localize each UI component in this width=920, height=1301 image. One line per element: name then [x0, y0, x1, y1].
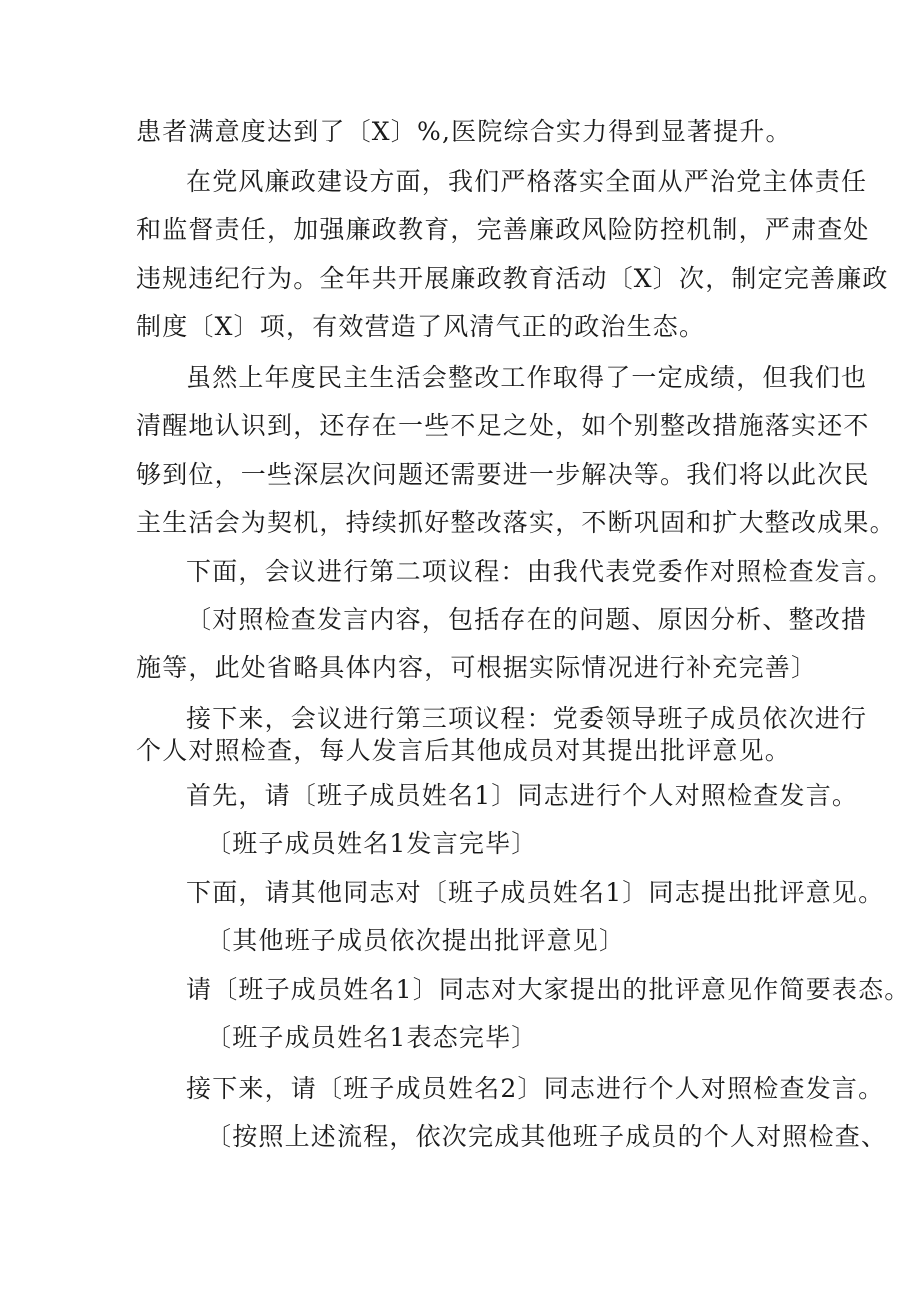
text-line: 清醒地认识到，还存在一些不足之处，如个别整改措施落实还不 [136, 411, 870, 440]
text-line: 虽然上年度民主生活会整改工作取得了一定成绩，但我们也 [186, 363, 868, 392]
text-line: 在党风廉政建设方面，我们严格落实全面从严治党主体责任 [186, 167, 868, 196]
text-line: 个人对照检查，每人发言后其他成员对其提出批评意见。 [136, 736, 792, 765]
text-line: 制度〔X〕项，有效营造了风清气正的政治生态。 [136, 312, 706, 341]
text-line: 〔班子成员姓名1表态完毕〕 [206, 1023, 538, 1052]
text-line: 〔班子成员姓名1发言完毕〕 [206, 829, 538, 858]
text-line: 主生活会为契机，持续抓好整改落实，不断巩固和扩大整改成果。 [136, 508, 896, 537]
text-line: 违规违纪行为。全年共开展廉政教育活动〔X〕次，制定完善廉政 [136, 264, 889, 293]
text-line: 接下来，会议进行第三项议程：党委领导班子成员依次进行 [186, 704, 868, 733]
text-line: 够到位，一些深层次问题还需要进一步解决等。我们将以此次民 [136, 460, 870, 489]
text-line: 下面，会议进行第二项议程：由我代表党委作对照检查发言。 [186, 557, 894, 586]
text-line: 患者满意度达到了〔X〕%,医院综合实力得到显著提升。 [136, 117, 792, 146]
text-line: 〔其他班子成员依次提出批评意见〕 [206, 926, 626, 955]
text-line: 〔按照上述流程，依次完成其他班子成员的个人对照检查、 [206, 1122, 888, 1151]
text-line: 接下来，请〔班子成员姓名2〕同志进行个人对照检查发言。 [186, 1074, 885, 1103]
text-line: 和监督责任，加强廉政教育，完善廉政风险防控机制，严肃查处 [136, 215, 870, 244]
text-line: 〔对照检查发言内容，包括存在的问题、原因分析、整改措 [186, 605, 868, 634]
text-line: 施等，此处省略具体内容，可根据实际情况进行补充完善〕 [136, 653, 818, 682]
text-line: 请〔班子成员姓名1〕同志对大家提出的批评意见作简要表态。 [186, 975, 911, 1004]
text-line: 首先，请〔班子成员姓名1〕同志进行个人对照检查发言。 [186, 781, 859, 810]
text-line: 下面，请其他同志对〔班子成员姓名1〕同志提出批评意见。 [186, 878, 885, 907]
